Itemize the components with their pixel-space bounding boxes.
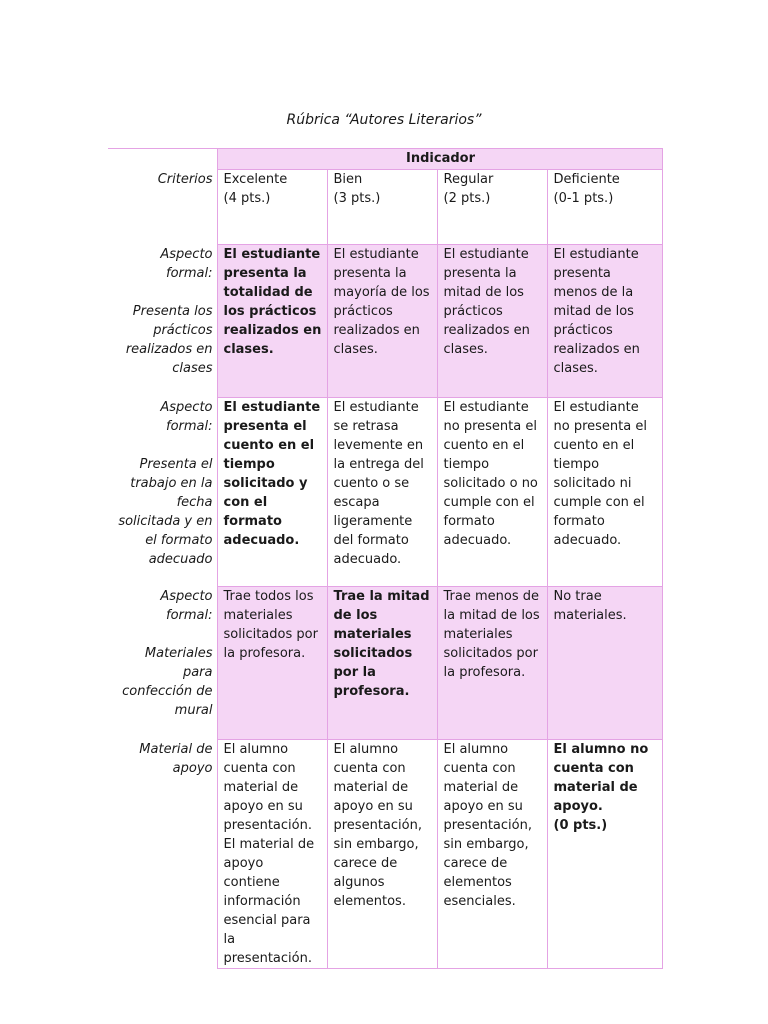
cell-points: (0 pts.) <box>553 818 608 833</box>
indicator-header-row <box>108 149 662 170</box>
rubric-cell-excelente: El alumno cuenta con material de apoyo en su presentación. El material de apoyo contiene información esencial para la presentación. <box>217 740 327 969</box>
criterion-description: Presenta el trabajo en la fecha solicitada y en el formato adecuado <box>118 456 213 567</box>
indicator-header: Indicador <box>217 149 662 170</box>
rubric-cell-bien: El alumno cuenta con material de apoyo en su presentación, sin embargo, carece de algunos elementos. <box>327 740 437 969</box>
level-points: (4 pts.) <box>223 191 271 206</box>
level-points: (3 pts.) <box>333 191 381 206</box>
level-points: (2 pts.) <box>443 191 491 206</box>
level-name: Regular <box>443 172 494 187</box>
criterion-title: Aspecto formal: <box>160 399 213 434</box>
rubric-cell-bien: El estudiante se retrasa levemente en la entrega del cuento o se escapa ligeramente del formato adecuado. <box>327 398 437 587</box>
criterion-cell <box>108 245 217 398</box>
cell-text: El alumno no cuenta con material de apoyo. <box>553 742 649 814</box>
level-deficiente <box>547 170 662 245</box>
level-name: Excelente <box>223 172 288 187</box>
criterion-title: Aspecto formal: <box>160 246 213 281</box>
rubric-table <box>108 148 663 969</box>
rubric-cell-regular: El estudiante no presenta el cuento en el tiempo solicitado o no cumple con el formato adecuado. <box>437 398 547 587</box>
level-name: Deficiente <box>553 172 620 187</box>
rubric-cell-regular: El estudiante presenta la mitad de los prácticos realizados en clases. <box>437 245 547 398</box>
criterion-description: Materiales para confección de mural <box>122 645 213 718</box>
criterion-title: Aspecto formal: <box>160 588 213 623</box>
levels-header-row <box>108 170 662 245</box>
rubric-cell-deficiente: El estudiante no presenta el cuento en el tiempo solicitado ni cumple con el formato adecuado. <box>547 398 662 587</box>
level-name: Bien <box>333 172 363 187</box>
header-empty-cell <box>108 149 217 170</box>
table-row <box>108 587 662 740</box>
level-excelente <box>217 170 327 245</box>
level-bien <box>327 170 437 245</box>
rubric-cell-deficiente <box>547 740 662 969</box>
rubric-cell-regular: Trae menos de la mitad de los materiales solicitados por la profesora. <box>437 587 547 740</box>
rubric-cell-excelente: El estudiante presenta el cuento en el tiempo solicitado y con el formato adecuado. <box>217 398 327 587</box>
level-points: (0-1 pts.) <box>553 191 614 206</box>
table-row <box>108 740 662 969</box>
rubric-cell-deficiente: El estudiante presenta menos de la mitad de los prácticos realizados en clases. <box>547 245 662 398</box>
rubric-cell-bien: El estudiante presenta la mayoría de los prácticos realizados en clases. <box>327 245 437 398</box>
criterion-title: Material de apoyo <box>139 741 213 776</box>
criteria-header: Criterios <box>157 171 213 187</box>
document-title: Rúbrica “Autores Literarios” <box>286 112 482 128</box>
rubric-cell-deficiente: No trae materiales. <box>547 587 662 740</box>
table-row <box>108 398 662 587</box>
criterion-cell <box>108 398 217 587</box>
criterion-description: Presenta los prácticos realizados en clases <box>125 303 213 376</box>
rubric-cell-regular: El alumno cuenta con material de apoyo en su presentación, sin embargo, carece de elementos esenciales. <box>437 740 547 969</box>
level-regular <box>437 170 547 245</box>
criterion-cell <box>108 587 217 740</box>
rubric-cell-bien: Trae la mitad de los materiales solicitados por la profesora. <box>327 587 437 740</box>
rubric-cell-excelente: Trae todos los materiales solicitados por la profesora. <box>217 587 327 740</box>
rubric-cell-excelente: El estudiante presenta la totalidad de los prácticos realizados en clases. <box>217 245 327 398</box>
criterion-cell <box>108 740 217 969</box>
table-row <box>108 245 662 398</box>
